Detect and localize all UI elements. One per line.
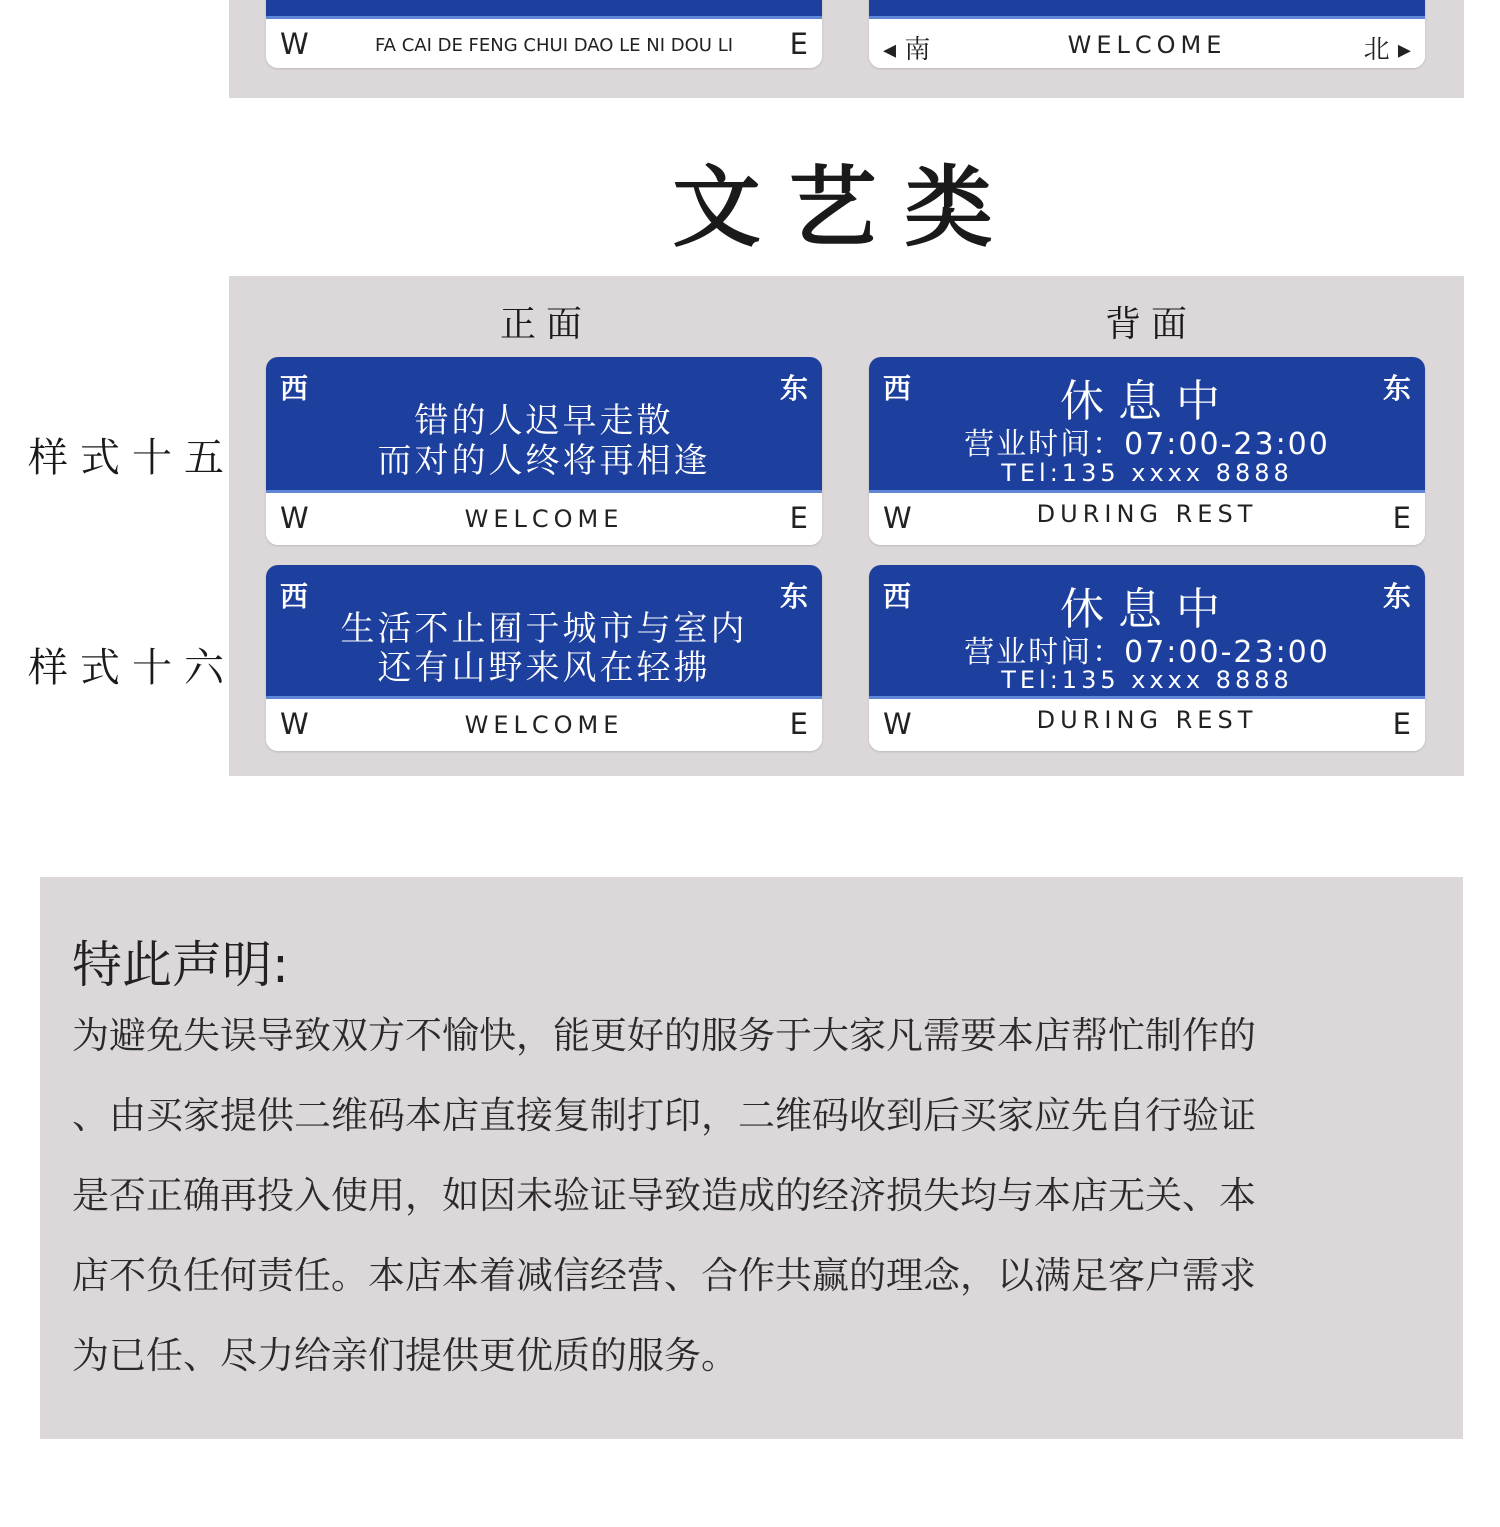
w-label: W xyxy=(280,501,309,535)
top-right-south: ◂ 南 xyxy=(883,35,931,65)
top-sign-right xyxy=(869,0,1425,68)
style-16-label: 样式十六 xyxy=(28,645,236,691)
back-column-heading: 背面 xyxy=(1105,304,1198,345)
notice-line: 是否正确再投入使用，如因未验证导致造成的经济损失均与本店无关、本 xyxy=(72,1174,1256,1217)
style-15-label: 样式十五 xyxy=(28,435,236,481)
e-label: E xyxy=(789,501,808,535)
w-label: W xyxy=(883,707,912,741)
sign-line-1: 生活不止囿于城市与室内 xyxy=(340,609,748,649)
east-label: 东 xyxy=(1382,580,1411,613)
rest-title: 休息中 xyxy=(1060,376,1234,427)
e-label: E xyxy=(1392,501,1411,535)
sign-line-2: 而对的人终将再相逢 xyxy=(377,441,711,481)
top-sign-left xyxy=(266,0,822,68)
west-label: 西 xyxy=(280,372,309,405)
west-label: 西 xyxy=(883,372,912,405)
e-label: E xyxy=(1392,707,1411,741)
west-label: 西 xyxy=(883,580,912,613)
east-label: 东 xyxy=(779,580,808,613)
notice-body xyxy=(72,1005,1442,1405)
section-title: 文艺类 xyxy=(672,156,1021,259)
sign-line-2: 还有山野来风在轻拂 xyxy=(377,648,711,688)
bottom-text: WELCOME xyxy=(464,505,624,533)
sign-line-1: 错的人迟早走散 xyxy=(414,401,674,441)
top-left-text: FA CAI DE FENG CHUI DAO LE NI DOU LI xyxy=(374,35,734,56)
style-15-front-sign xyxy=(266,357,822,545)
bottom-text: WELCOME xyxy=(464,711,624,739)
business-hours: 营业时间：07:00-23:00 xyxy=(964,427,1330,462)
west-label: 西 xyxy=(280,580,309,613)
tel-line: TEl:135 xxxx 8888 xyxy=(1001,666,1293,694)
w-label: W xyxy=(280,707,309,741)
style-16-front-sign xyxy=(266,565,822,751)
top-right-text: WELCOME xyxy=(1067,31,1227,59)
top-left-w: W xyxy=(280,27,309,61)
top-left-e: E xyxy=(789,27,808,61)
style-15-back-sign xyxy=(869,357,1425,545)
bottom-text: DURING REST xyxy=(1036,706,1258,734)
style-16-back-sign xyxy=(869,565,1425,751)
notice-line: 为避免失误导致双方不愉快，能更好的服务于大家凡需要本店帮忙制作的 xyxy=(72,1014,1256,1057)
rest-title: 休息中 xyxy=(1060,584,1234,635)
notice-line: 、由买家提供二维码本店直接复制打印，二维码收到后买家应先自行验证 xyxy=(72,1094,1256,1137)
notice-line: 为已任、尽力给亲们提供更优质的服务。 xyxy=(72,1334,738,1377)
top-right-north: 北 ▸ xyxy=(1363,35,1411,65)
front-column-heading: 正面 xyxy=(500,304,593,345)
e-label: E xyxy=(789,707,808,741)
east-label: 东 xyxy=(779,372,808,405)
notice-line: 店不负任何责任。本店本着减信经营、合作共赢的理念，以满足客户需求 xyxy=(72,1254,1256,1297)
notice-heading: 特此声明: xyxy=(72,936,289,994)
business-hours: 营业时间：07:00-23:00 xyxy=(964,635,1330,670)
east-label: 东 xyxy=(1382,372,1411,405)
tel-line: TEl:135 xxxx 8888 xyxy=(1001,459,1293,487)
bottom-text: DURING REST xyxy=(1036,500,1258,528)
w-label: W xyxy=(883,501,912,535)
notice-panel xyxy=(40,877,1463,1439)
